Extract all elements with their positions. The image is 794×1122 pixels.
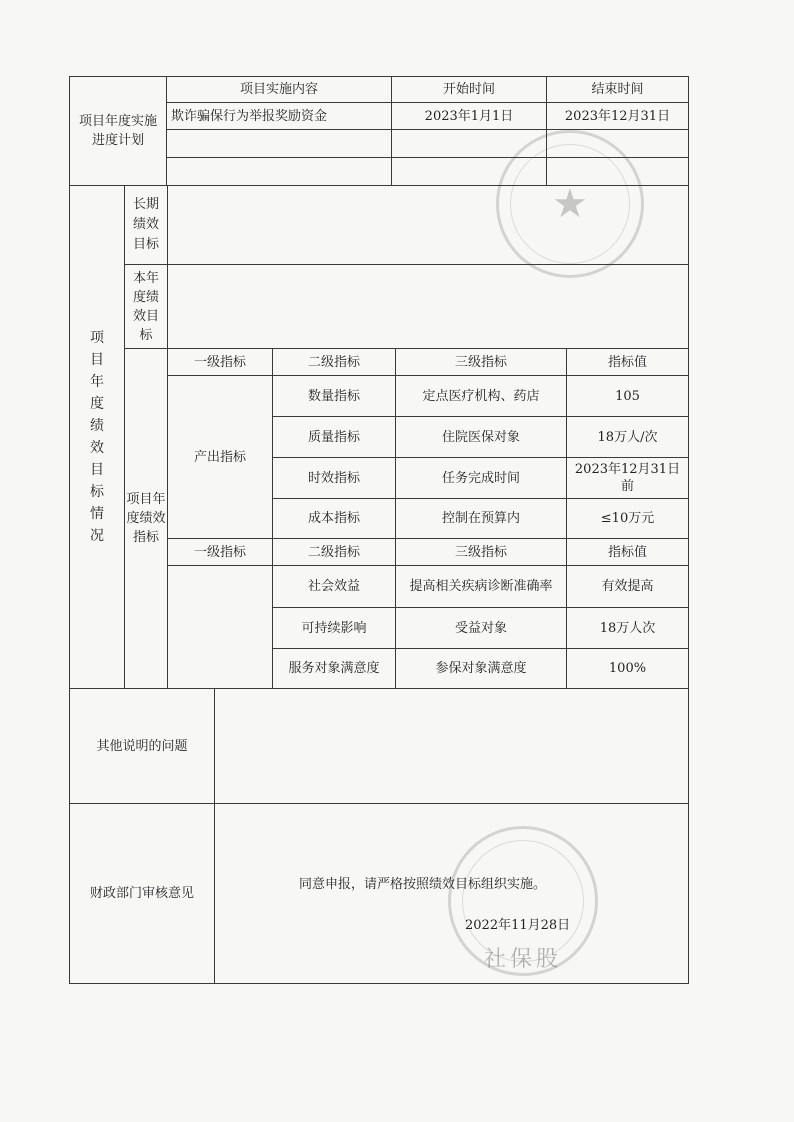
benefit-row-value: 100% (566, 648, 689, 689)
benefit-row-level3: 参保对象满意度 (395, 648, 567, 689)
indicator-header-level2: 二级指标 (272, 538, 396, 566)
benefit-row-level3: 提高相关疾病诊断准确率 (395, 565, 567, 608)
benefit-row-value: 18万人次 (566, 607, 689, 649)
other-label: 其他说明的问题 (69, 688, 215, 804)
benefit-row-level2: 服务对象满意度 (272, 648, 396, 689)
review-opinion: 同意申报，请严格按照绩效目标组织实施。 (299, 877, 547, 892)
output-level1: 产出指标 (167, 375, 273, 539)
output-row-value: 2023年12月31日前 (566, 457, 689, 499)
output-row-value: ≤10万元 (566, 498, 689, 539)
indicator-header-value: 指标值 (566, 348, 689, 376)
benefit-row-value: 有效提高 (566, 565, 689, 608)
schedule-empty-end-2 (546, 157, 689, 186)
schedule-row-label: 项目年度实施进度计划 (69, 76, 167, 186)
output-row-level3: 住院医保对象 (395, 416, 567, 458)
annual-value (167, 264, 689, 349)
indicator-header-level1: 一级指标 (167, 348, 273, 376)
annual-label: 本年度绩效目标 (124, 264, 168, 349)
goals-section-label: 项目年度绩效目标情况 (69, 185, 125, 689)
schedule-row-start: 2023年1月1日 (391, 102, 547, 130)
schedule-row-end: 2023年12月31日 (546, 102, 689, 130)
long-term-value (167, 181, 689, 265)
output-row-level3: 任务完成时间 (395, 457, 567, 499)
output-row-value: 105 (566, 375, 689, 417)
bottom-seal-text: 社保股 (484, 947, 563, 972)
schedule-empty-end-1 (546, 129, 689, 158)
schedule-header-start: 开始时间 (391, 76, 547, 103)
indicator-header-level3: 三级指标 (395, 348, 567, 376)
output-row-level2: 数量指标 (272, 375, 396, 417)
indicator-header-level2: 二级指标 (272, 348, 396, 376)
benefit-row-level2: 可持续影响 (272, 607, 396, 649)
review-date: 2022年11月28日 (465, 918, 571, 933)
schedule-header-content: 项目实施内容 (166, 76, 392, 103)
output-row-level2: 质量指标 (272, 416, 396, 458)
benefit-row-level2: 社会效益 (272, 565, 396, 608)
indicator-label: 项目年度绩效指标 (124, 348, 168, 689)
other-value (214, 688, 689, 804)
output-row-level2: 成本指标 (272, 498, 396, 539)
output-row-level3: 控制在预算内 (395, 498, 567, 539)
schedule-empty-content-1 (166, 129, 392, 158)
benefit-row-level3: 受益对象 (395, 607, 567, 649)
benefit-level1 (167, 565, 273, 689)
output-row-level2: 时效指标 (272, 457, 396, 499)
schedule-empty-start-2 (391, 157, 547, 186)
schedule-empty-content-2 (166, 157, 392, 186)
output-row-level3: 定点医疗机构、药店 (395, 375, 567, 417)
schedule-row-content: 欺诈骗保行为举报奖励资金 (166, 102, 392, 130)
review-box (214, 803, 689, 984)
indicator-header-level1: 一级指标 (167, 538, 273, 566)
schedule-empty-start-1 (391, 129, 547, 158)
long-term-label: 长期绩效目标 (124, 185, 168, 265)
indicator-header-value: 指标值 (566, 538, 689, 566)
review-label: 财政部门审核意见 (69, 803, 215, 984)
output-row-value: 18万人/次 (566, 416, 689, 458)
schedule-header-end: 结束时间 (546, 76, 689, 103)
top-seal-star-icon: ★ (552, 181, 588, 227)
indicator-header-level3: 三级指标 (395, 538, 567, 566)
